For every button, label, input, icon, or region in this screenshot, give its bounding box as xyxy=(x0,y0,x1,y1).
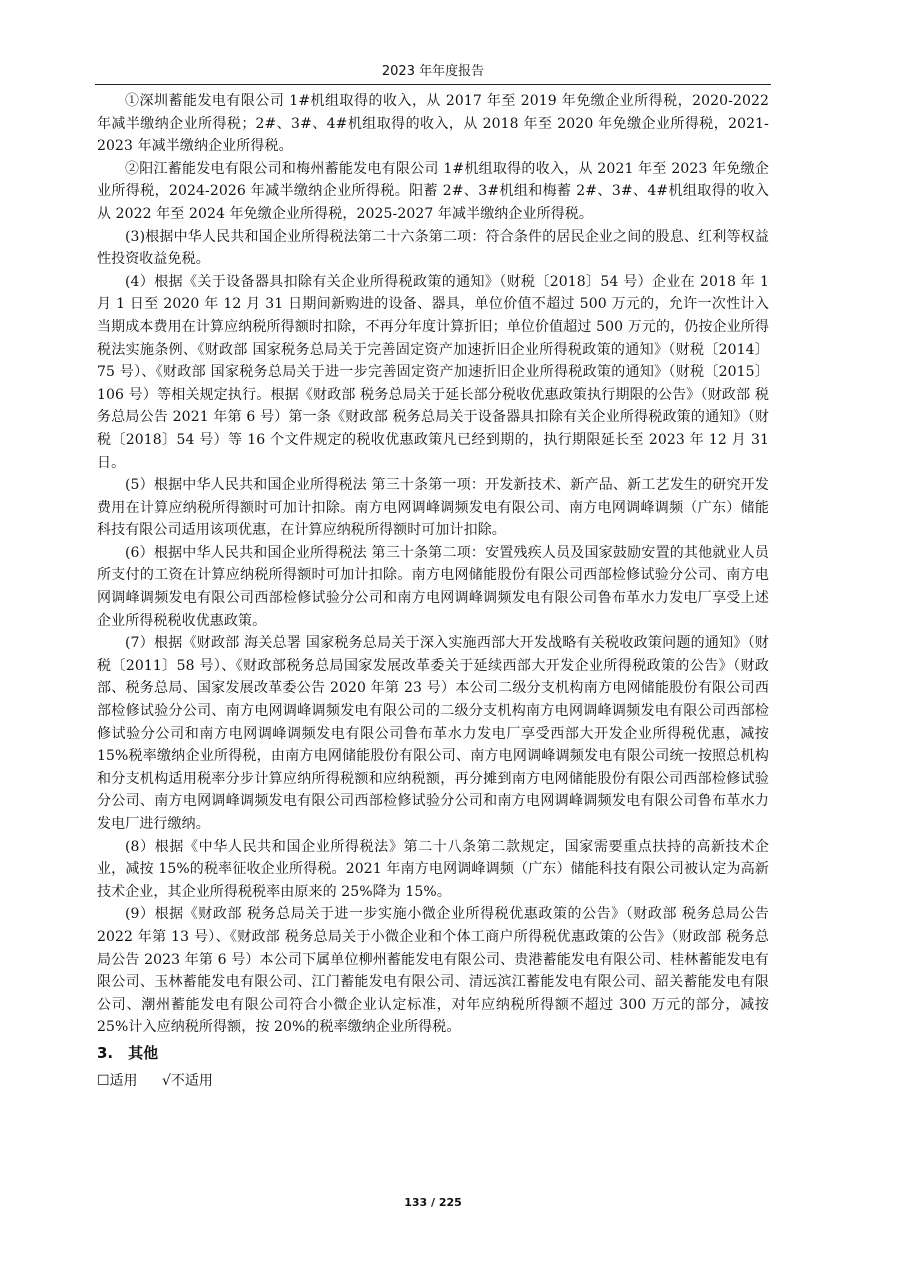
paragraph-western-development: (7）根据《财政部 海关总署 国家税务总局关于深入实施西部大开发战略有关税收政策问题的通知》（财税〔2011〕58 号）、《财政部税务总局国家发展改革委关于延续西部大开发企业所得税政策的公告》（财政部、税务总局、国家发展改革委公告 2020 年第 23 号）本公司二级分支机构南方电网储能股份有限公司西部检修试验分公司、南方电网调峰调频发电有限公司的二级分支机构南方电网调峰调频发电有限公司西部检修试验分公司和南方电网调峰调频发电有限公司鲁布革水力发电厂享受西部大开发企业所得税优惠，减按 15%税率缴纳企业所得税，由南方电网储能股份有限公司、南方电网调峰调频发电有限公司统一按照总机构和分支机构适用税率分步计算应纳所得税额和应纳税额，再分摊到南方电网储能股份有限公司西部检修试验分公司、南方电网调峰调频发电有限公司西部检修试验分公司和南方电网调峰调频发电有限公司鲁布革水力发电厂进行缴纳。 xyxy=(97,635,769,832)
paragraph-equipment-deduction: (4）根据《关于设备器具扣除有关企业所得税政策的通知》（财税〔2018〕54 号）企业在 2018 年 1 月 1 日至 2020 年 12 月 31 日期间新购进的设备、器具，单位价值不超过 500 万元的，允许一次性计入当期成本费用在计算应纳税所得额时扣除，不再分年度计算折旧；单位价值超过 500 万元的，仍按企业所得税法实施条例、《财政部 国家税务总局关于完善固定资产加速折旧企业所得税政策的通知》（财税〔2014〕75 号）、《财政部 国家税务总局关于进一步完善固定资产加速折旧企业所得税政策的通知》（财税〔2015〕106 号）等相关规定执行。根据《财政部 税务总局关于延长部分税收优惠政策执行期限的公告》（财政部 税务总局公告 2021 年第 6 号）第一条《财政部 税务总局关于设备器具扣除有关企业所得税政策的通知》（财税〔2018〕54 号）等 16 个文件规定的税收优惠政策凡已经到期的，执行期限延长至 2023 年 12 月 31 日。 xyxy=(97,273,769,471)
page-number: 133 / 225 xyxy=(404,1196,462,1209)
section-title-other: 3. 其他 xyxy=(97,1044,159,1062)
paragraph-yangjiang-meizhou-exemption: ②阳江蓄能发电有限公司和梅州蓄能发电有限公司 1#机组取得的收入，从 2021 年至 2023 年免缴企业所得税，2024-2026 年减半缴纳企业所得税。阳蓄 2#、3#机组和梅蓄 2#、3#、4#机组取得的收入从 2022 年至 2024 年免缴企业所得税，2025-2027 年减半缴纳企业所得税。 xyxy=(97,160,769,222)
applicability-options xyxy=(97,1070,233,1092)
paragraph-small-micro: (9）根据《财政部 税务总局关于进一步实施小微企业所得税优惠政策的公告》（财政部 税务总局公告 2022 年第 13 号）、《财政部 税务总局关于小微企业和个体工商户所得税优惠政策的公告》（财政部 税务总局公告 2023 年第 6 号）本公司下属单位柳州蓄能发电有限公司、贵港蓄能发电有限公司、桂林蓄能发电有限公司、玉林蓄能发电有限公司、江门蓄能发电有限公司、清远滨江蓄能发电有限公司、韶关蓄能发电有限公司、潮州蓄能发电有限公司符合小微企业认定标准，对年应纳税所得额不超过 300 万元的部分，减按 25%计入应纳税所得额，按 20%的税率缴纳企业所得税。 xyxy=(97,906,769,1036)
page-header: 2023 年年度报告 xyxy=(381,64,485,79)
paragraph-dividend-exemption: (3)根据中华人民共和国企业所得税法第二十六条第二项：符合条件的居民企业之间的股息、红利等权益性投资收益免税。 xyxy=(97,228,769,268)
paragraph-employment-deduction: (6）根据中华人民共和国企业所得税法 第三十条第二项：安置残疾人员及国家鼓励安置的其他就业人员所支付的工资在计算应纳税所得额时可加计扣除。南方电网储能股份有限公司西部检修试验分公司、南方电网调峰调频发电有限公司西部检修试验分公司和南方电网调峰调频发电有限公司鲁布革水力发电厂享受上述企业所得税税收优惠政策。 xyxy=(97,544,769,629)
paragraph-shenzhen-exemption: ①深圳蓄能发电有限公司 1#机组取得的收入，从 2017 年至 2019 年免缴企业所得税，2020-2022 年减半缴纳企业所得税；2#、3#、4#机组取得的收入，从 2018 年至 2020 年免缴企业所得税，2021-2023 年减半缴纳企业所得税。 xyxy=(97,93,769,155)
option-not-applicable: √不适用 xyxy=(162,1073,213,1089)
document-body xyxy=(97,90,769,1039)
paragraph-high-tech: (8）根据《中华人民共和国企业所得税法》第二十八条第二款规定，国家需要重点扶持的高新技术企业，减按 15%的税率征收企业所得税。2021 年南方电网调峰调频（广东）储能科技有限公司被认定为高新技术企业，其企业所得税税率由原来的 25%降为 15%。 xyxy=(97,838,769,900)
option-applicable: ☐适用 xyxy=(97,1073,138,1089)
paragraph-rd-deduction: (5）根据中华人民共和国企业所得税法 第三十条第一项：开发新技术、新产品、新工艺发生的研究开发费用在计算应纳税所得额时可加计扣除。南方电网调峰调频发电有限公司、南方电网调峰调频（广东）储能科技有限公司适用该项优惠，在计算应纳税所得额时可加计扣除。 xyxy=(97,477,769,539)
header-divider xyxy=(95,84,771,85)
